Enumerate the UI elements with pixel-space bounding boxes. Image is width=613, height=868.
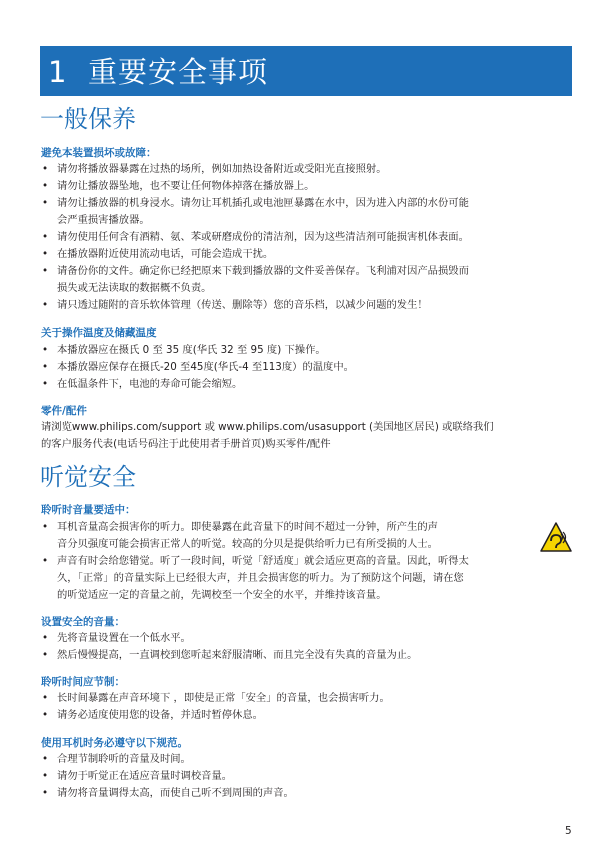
list-item: • 然后慢慢提高，一直调校到您听起来舒服清晰、而且完全没有失真的音量为止。 [40, 647, 580, 664]
list-item: • 请勿让播放器的机身浸水。请勿让耳机插孔或电池匣暴露在水中，因为进入内部的水份可能 会严重损害播放器。 [40, 195, 580, 229]
list-item: • 请只透过随附的音乐软体管理（传送、删除等）您的音乐档，以减少问题的发生！ [40, 297, 580, 314]
subhead-temperature: 关于操作温度及储藏温度 [41, 327, 157, 339]
subhead-moderate-volume: 聆听时音量要适中： [41, 504, 136, 516]
list-item: • 本播放器应保存在摄氏-20 至45度(华氏-4 至113度）的温度中。 [40, 359, 580, 376]
subhead-safe-volume: 设置安全的音量： [41, 616, 125, 628]
section-title-general: 一般保养 [40, 105, 136, 133]
chapter-number: 1 [48, 55, 67, 89]
list-item: • 耳机音量高会损害你的听力。即使暴露在此音量下的时间不超过一分钟，所产生的声 音分贝强度可能会损害正常人的听觉。较高的分贝是提供给听力已有所受损的人士。 [40, 519, 580, 553]
list-item: • 请勿将播放器暴露在过热的场所，例如加热设备附近或受阳光直接照射。 [40, 161, 580, 178]
parts-line-2: 的客户服务代表(电话号码注于此使用者手册首页)购买零件/配件 [41, 438, 331, 450]
list-item: • 声音有时会给您错觉。听了一段时间，听觉「舒适度」就会适应更高的音量。因此，听得太 久，「正常」的音量实际上已经很大声，并且会损害您的听力。为了预防这个问题，请在您 的听觉适应一定的音量之前，先调校至一个安全的水平，并维持该音量。 [40, 553, 580, 604]
list-item: • 请勿于听觉正在适应音量时调校音量。 [40, 768, 580, 785]
list-item: • 请务必适度使用您的设备，并适时暂停休息。 [40, 707, 580, 724]
list-item: • 长时间暴露在声音环境下 ，即使是正常「安全」的音量，也会损害听力。 [40, 690, 580, 707]
list-item: • 在低温条件下，电池的寿命可能会缩短。 [40, 376, 580, 393]
listening-time-list [40, 690, 580, 724]
section-title-hearing: 听觉安全 [40, 463, 136, 491]
list-item: • 先将音量设置在一个低水平。 [40, 630, 580, 647]
list-item: • 本播放器应在摄氏 0 至 35 度(华氏 32 至 95 度) 下操作。 [40, 342, 580, 359]
hearing-warning-icon [540, 522, 572, 552]
list-item: • 在播放器附近使用流动电话，可能会造成干扰。 [40, 246, 580, 263]
list-item: • 请勿让播放器坠地，也不要让任何物体掉落在播放器上。 [40, 178, 580, 195]
subhead-listening-time: 聆听时间应节制： [41, 676, 125, 688]
moderate-volume-list [40, 519, 580, 604]
list-item: • 请备份你的文件。确定你已经把原来下载到播放器的文件妥善保存。飞利浦对因产品损毁而 损失或无法读取的数据概不负责。 [40, 263, 580, 297]
avoid-damage-list [40, 161, 580, 314]
list-item: • 请勿将音量调得太高，而使自己听不到周围的声音。 [40, 785, 580, 802]
safe-volume-list [40, 630, 580, 664]
list-item: • 合理节制聆听的音量及时间。 [40, 751, 580, 768]
subhead-parts: 零件/配件 [41, 405, 87, 417]
parts-line-1: 请浏览www.philips.com/support 或 www.philips.com/usasupport (美国地区居民) 或联络我们 [41, 421, 494, 433]
temperature-list [40, 342, 580, 393]
list-item: • 请勿使用任何含有酒精、氨、苯或研磨成份的清洁剂，因为这些清洁剂可能损害机体表面。 [40, 229, 580, 246]
subhead-avoid-damage: 避免本装置损坏或故障： [41, 147, 157, 159]
page-number: 5 [565, 825, 572, 837]
headphones-list [40, 751, 580, 802]
chapter-title: 重要安全事项 [88, 55, 269, 89]
subhead-headphones: 使用耳机时务必遵守以下规范。 [41, 737, 188, 749]
